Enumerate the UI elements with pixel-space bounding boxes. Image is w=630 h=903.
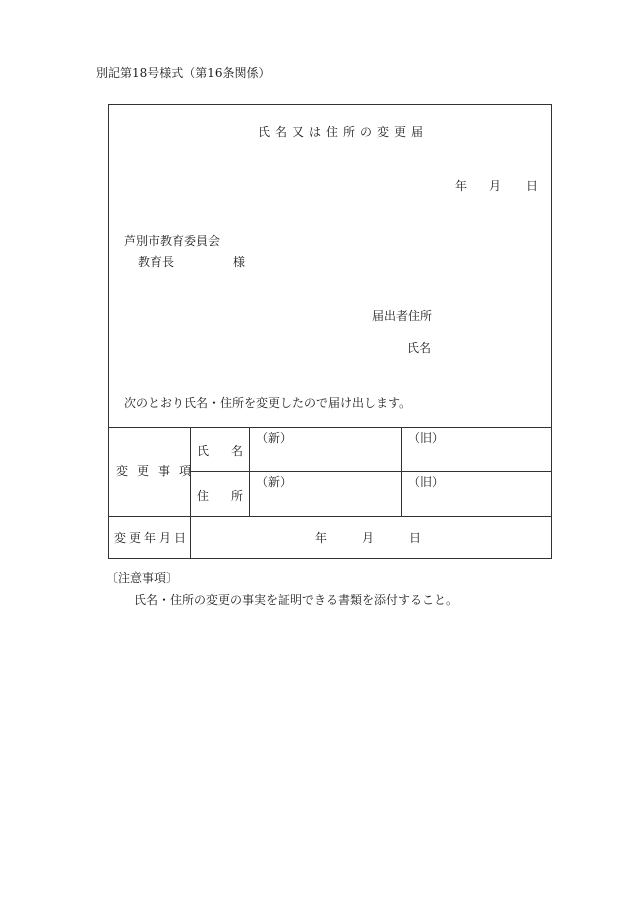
row-address-label-a: 住 — [197, 489, 210, 503]
change-items-label: 変更事項 — [116, 464, 201, 478]
recipient-org: 芦別市教育委員会 — [124, 234, 221, 248]
row-address-old-label: （旧） — [408, 475, 445, 489]
table-col-line-1 — [190, 427, 191, 559]
row-address-label-b: 所 — [231, 489, 244, 503]
form-box — [108, 104, 552, 559]
recipient-title: 教育長 — [138, 255, 175, 269]
notes-heading: 〔注意事項〕 — [106, 571, 179, 585]
row-name-label-b: 名 — [231, 444, 244, 458]
table-top-line — [108, 427, 552, 428]
applicant-name-label: 氏名 — [407, 341, 432, 355]
row-address-new-label: （新） — [256, 475, 293, 489]
recipient-honorific: 様 — [233, 255, 246, 269]
date-year: 年 — [455, 179, 468, 193]
table-col-line-3 — [401, 427, 402, 516]
table-mid-line — [190, 471, 552, 472]
form-title: 氏名又は住所の変更届 — [258, 125, 429, 139]
change-date-year: 年 — [315, 531, 328, 545]
row-name-label-a: 氏 — [197, 444, 210, 458]
notes-text: 氏名・住所の変更の事実を証明できる書類を添付すること。 — [134, 593, 459, 607]
table-row-divider — [108, 516, 552, 517]
form-number: 別記第18号様式（第16条関係） — [96, 66, 271, 80]
change-date-label: 変更年月日 — [114, 531, 190, 545]
date-day: 日 — [526, 179, 539, 193]
row-name-new-label: （新） — [256, 431, 293, 445]
change-date-month: 月 — [362, 531, 375, 545]
change-date-day: 日 — [409, 531, 422, 545]
row-name-old-label: （旧） — [408, 431, 445, 445]
applicant-address-label: 届出者住所 — [372, 309, 433, 323]
date-month: 月 — [489, 179, 502, 193]
table-col-line-2 — [249, 427, 250, 516]
statement-text: 次のとおり氏名・住所を変更したので届け出します。 — [124, 396, 412, 410]
